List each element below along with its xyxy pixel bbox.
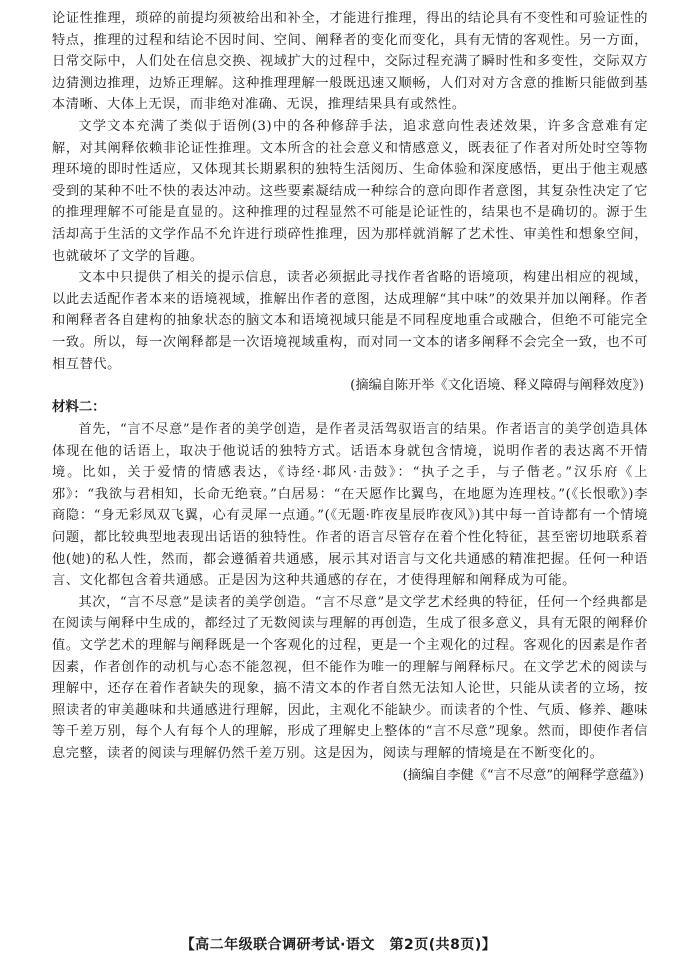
exam-page [52, 8, 648, 787]
paragraph-argumentative-reasoning: 论证性推理，琐碎的前提均须被给出和补全，才能进行推理，得出的结论具有不变性和可验证性的特点，推理的过程和结论不因时间、空间、阐释者的变化而变化，具有无情的客观性。另一方面，日常交际中，人们处在信息交换、视域扩大的过程中，交际过程充满了瞬时性和多变性，交际双方边猜测边推理，边矫正理解。这种推理理解一般既迅速又顺畅，人们对对方含意的推断只能做到基本清晰、大体上无误，而非绝对准确、无误，推理结果具有或然性。 [52, 11, 648, 113]
paragraph-literary-text: 文学文本充满了类似于语例(3)中的各种修辞手法，追求意向性表述效果，许多含意难有定解，对其阐释依赖非论证性推理。文本所含的社会意义和情感意义，既表征了作者对所处时空等物理环境的即时性适应，又体现其长期累积的独特生活阅历、生命体验和深度感悟，更出于他主观感受到的某种不吐不快的表达冲动。这些要素凝结成一种综合的意向即作者意图，其复杂性决定了它的推理理解不可能是直显的。这种推理的过程显然不可能是论证性的，结果也不是确切的。源于生活却高于生活的文学作品不允许进行琐碎性推理，因为那样就消解了艺术性、审美性和想象空间，也就破坏了文学的旨趣。 [52, 118, 648, 264]
source-citation-1: (摘编自陈开举《文化语境、释义障碍与阐释效度》) [350, 378, 644, 394]
paragraph-context-horizon: 文本中只提供了相关的提示信息，读者必须据此寻找作者省略的语境项，构建出相应的视域，以此去适配作者本来的语境视域，推解出作者的意图，达成理解“其中味”的效果并加以阐释。作者和阐释者各自建构的抽象状态的脑文本和语境视域只能是不同程度地重合或融合，但绝不可能完全一致。所以，每一次阐释都是一次语境视域重构，而对同一文本的诸多阐释不会完全一致，也不可相互替代。 [52, 270, 648, 372]
material-2-heading: 材料二： [52, 400, 106, 416]
paragraph-author-aesthetic: 首先，“言不尽意”是作者的美学创造，是作者灵活驾驭语言的结果。作者语言的美学创造具体体现在他的话语上，取决于他说话的独特方式。话语本身就包含情境，说明作者的表达离不开情境。比如，关于爱情的情感表达，《诗经·邶风·击鼓》：“执子之手，与子偕老。”汉乐府《上邪》：“我欲与君相知，长命无绝衰。”白居易：“在天愿作比翼鸟，在地愿为连理枝。”(《长恨歌》)李商隐：“身无彩凤双飞翼，心有灵犀一点通。”(《无题·昨夜星辰昨夜风》)其中每一首诗都有一个情境问题，都比较典型地表现出话语的独特性。作者的语言尽管存在着个性化特征，甚至密切地联系着他(她)的私人性，然而，都会遵循着共通感，展示其对语言与文化共通感的精准把握。任何一种语言、文化都包含着共通感。正是因为这种共通感的存在，才使得理解和阐释成为可能。 [52, 422, 648, 589]
page-footer: 【高二年级联合调研考试·语文 第2页(共8页)】 [180, 937, 497, 953]
paragraph-reader-aesthetic: 其次，“言不尽意”是读者的美学创造。“言不尽意”是文学艺术经典的特征，任何一个经典都是在阅读与阐释中生成的，都经过了无数阅读与理解的再创造，生成了很多意义，具有无限的阐释价值。文学艺术的理解与阐释既是一个客观化的过程，更是一个主观化的过程。客观化的因素是作者因素，作者创作的动机与心态不能忽视，但不能作为唯一的理解与阐释标尺。在文学艺术的阅读与理解中，还存在着作者缺失的现象，搞不清文本的作者自然无法知人论世，只能从读者的立场，按照读者的审美趣味和共通感进行理解，因此，主观化不能缺少。而读者的个性、气质、修养、趣味等千差万别，每个人有每个人的理解，形成了理解史上整体的“言不尽意”现象。然而，即使作者信息完整，读者的阅读与理解仍然千差万别。这是因为，阅读与理解的情境是在不断变化的。 [52, 594, 648, 761]
source-citation-2: (摘编自李健《“言不尽意”的阐释学意蕴》) [402, 767, 644, 783]
